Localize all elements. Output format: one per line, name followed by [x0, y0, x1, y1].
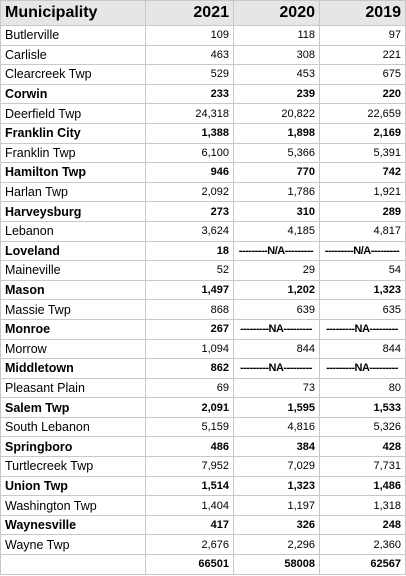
value-2019: ---------N/A--------- — [320, 241, 406, 261]
table-row — [1, 437, 406, 457]
table-row — [1, 339, 406, 359]
municipality-name: Wayne Twp — [1, 535, 146, 555]
value-2019: 80 — [320, 378, 406, 398]
municipality-name: Waynesville — [1, 515, 146, 535]
table-row — [1, 143, 406, 163]
value-2021: 862 — [146, 359, 234, 379]
value-2020: 4,816 — [234, 417, 320, 437]
totals-row — [1, 555, 406, 575]
municipality-name: Harlan Twp — [1, 182, 146, 202]
municipality-name: Carlisle — [1, 45, 146, 65]
value-2020: 2,296 — [234, 535, 320, 555]
value-2021: 273 — [146, 202, 234, 222]
value-2021: 6,100 — [146, 143, 234, 163]
value-2021: 52 — [146, 261, 234, 281]
header-2019: 2019 — [320, 1, 406, 26]
value-2020: 20,822 — [234, 104, 320, 124]
value-2021: 24,318 — [146, 104, 234, 124]
value-2020: 1,898 — [234, 123, 320, 143]
municipality-name: Turtlecreek Twp — [1, 457, 146, 477]
value-2019: 428 — [320, 437, 406, 457]
table-row — [1, 45, 406, 65]
value-2021: 946 — [146, 163, 234, 183]
municipality-name: Hamilton Twp — [1, 163, 146, 183]
value-2019: 4,817 — [320, 221, 406, 241]
table-row — [1, 457, 406, 477]
value-2019: 1,486 — [320, 476, 406, 496]
municipality-name: Maineville — [1, 261, 146, 281]
municipality-name: Morrow — [1, 339, 146, 359]
value-2019: 22,659 — [320, 104, 406, 124]
value-2019: 844 — [320, 339, 406, 359]
totals-label — [1, 555, 146, 575]
municipality-name: Corwin — [1, 84, 146, 104]
value-2021: 267 — [146, 319, 234, 339]
municipality-name: Middletown — [1, 359, 146, 379]
header-2020: 2020 — [234, 1, 320, 26]
value-2019: 2,360 — [320, 535, 406, 555]
value-2021: 109 — [146, 26, 234, 46]
value-2019: 1,323 — [320, 280, 406, 300]
value-2021: 2,676 — [146, 535, 234, 555]
value-2020: 1,595 — [234, 398, 320, 418]
value-2020: 5,366 — [234, 143, 320, 163]
value-2021: 2,092 — [146, 182, 234, 202]
municipality-name: Salem Twp — [1, 398, 146, 418]
value-2020: 1,786 — [234, 182, 320, 202]
municipality-name: Franklin City — [1, 123, 146, 143]
value-2021: 1,497 — [146, 280, 234, 300]
municipality-name: Harveysburg — [1, 202, 146, 222]
value-2020: 1,202 — [234, 280, 320, 300]
table-row — [1, 300, 406, 320]
table-row — [1, 319, 406, 339]
value-2021: 233 — [146, 84, 234, 104]
table-row — [1, 515, 406, 535]
table-row — [1, 26, 406, 46]
municipality-name: Pleasant Plain — [1, 378, 146, 398]
value-2021: 1,514 — [146, 476, 234, 496]
value-2020: 384 — [234, 437, 320, 457]
value-2020: 844 — [234, 339, 320, 359]
municipality-name: Mason — [1, 280, 146, 300]
value-2021: 486 — [146, 437, 234, 457]
municipality-name: Franklin Twp — [1, 143, 146, 163]
value-2020: 73 — [234, 378, 320, 398]
value-2020: 118 — [234, 26, 320, 46]
table-body — [1, 26, 406, 575]
value-2019: 248 — [320, 515, 406, 535]
value-2019: 289 — [320, 202, 406, 222]
value-2020: 453 — [234, 65, 320, 85]
value-2021: 7,952 — [146, 457, 234, 477]
table-row — [1, 241, 406, 261]
value-2019: 1,921 — [320, 182, 406, 202]
value-2021: 463 — [146, 45, 234, 65]
municipality-name: Massie Twp — [1, 300, 146, 320]
value-2020: 1,323 — [234, 476, 320, 496]
value-2020: ---------N/A--------- — [234, 241, 320, 261]
municipality-name: Deerfield Twp — [1, 104, 146, 124]
value-2021: 1,404 — [146, 496, 234, 516]
table-row — [1, 65, 406, 85]
total-2021: 66501 — [146, 555, 234, 575]
value-2020: ---------NA--------- — [234, 319, 320, 339]
table-row — [1, 535, 406, 555]
value-2021: 1,094 — [146, 339, 234, 359]
value-2020: 7,029 — [234, 457, 320, 477]
municipality-name: Butlerville — [1, 26, 146, 46]
value-2021: 417 — [146, 515, 234, 535]
value-2020: 239 — [234, 84, 320, 104]
value-2019: ---------NA--------- — [320, 359, 406, 379]
municipality-name: Monroe — [1, 319, 146, 339]
table-row — [1, 163, 406, 183]
value-2020: ---------NA--------- — [234, 359, 320, 379]
municipality-name: Washington Twp — [1, 496, 146, 516]
value-2019: 675 — [320, 65, 406, 85]
value-2021: 5,159 — [146, 417, 234, 437]
value-2020: 1,197 — [234, 496, 320, 516]
value-2019: 635 — [320, 300, 406, 320]
municipality-name: Loveland — [1, 241, 146, 261]
value-2019: 54 — [320, 261, 406, 281]
header-2021: 2021 — [146, 1, 234, 26]
value-2019: 221 — [320, 45, 406, 65]
value-2019: 97 — [320, 26, 406, 46]
value-2021: 3,624 — [146, 221, 234, 241]
total-2019: 62567 — [320, 555, 406, 575]
municipality-name: Springboro — [1, 437, 146, 457]
value-2021: 1,388 — [146, 123, 234, 143]
value-2021: 18 — [146, 241, 234, 261]
table-row — [1, 202, 406, 222]
header-municipality: Municipality — [1, 1, 146, 26]
value-2019: 220 — [320, 84, 406, 104]
value-2020: 29 — [234, 261, 320, 281]
table-row — [1, 104, 406, 124]
table-row — [1, 417, 406, 437]
value-2019: 1,533 — [320, 398, 406, 418]
value-2021: 2,091 — [146, 398, 234, 418]
value-2020: 4,185 — [234, 221, 320, 241]
table-row — [1, 280, 406, 300]
municipality-name: Lebanon — [1, 221, 146, 241]
value-2021: 529 — [146, 65, 234, 85]
value-2019: 5,326 — [320, 417, 406, 437]
value-2019: 742 — [320, 163, 406, 183]
table-row — [1, 123, 406, 143]
table-row — [1, 221, 406, 241]
value-2019: 1,318 — [320, 496, 406, 516]
value-2021: 69 — [146, 378, 234, 398]
municipality-name: Union Twp — [1, 476, 146, 496]
value-2020: 310 — [234, 202, 320, 222]
municipality-name: Clearcreek Twp — [1, 65, 146, 85]
value-2020: 308 — [234, 45, 320, 65]
total-2020: 58008 — [234, 555, 320, 575]
table-row — [1, 359, 406, 379]
table-row — [1, 261, 406, 281]
value-2019: 7,731 — [320, 457, 406, 477]
municipality-name: South Lebanon — [1, 417, 146, 437]
header-row — [1, 1, 406, 26]
table-row — [1, 378, 406, 398]
value-2019: 2,169 — [320, 123, 406, 143]
value-2019: 5,391 — [320, 143, 406, 163]
value-2020: 770 — [234, 163, 320, 183]
value-2020: 639 — [234, 300, 320, 320]
table-row — [1, 476, 406, 496]
table-row — [1, 496, 406, 516]
table-row — [1, 84, 406, 104]
table-row — [1, 398, 406, 418]
table-row — [1, 182, 406, 202]
value-2019: ---------NA--------- — [320, 319, 406, 339]
value-2021: 868 — [146, 300, 234, 320]
value-2020: 326 — [234, 515, 320, 535]
